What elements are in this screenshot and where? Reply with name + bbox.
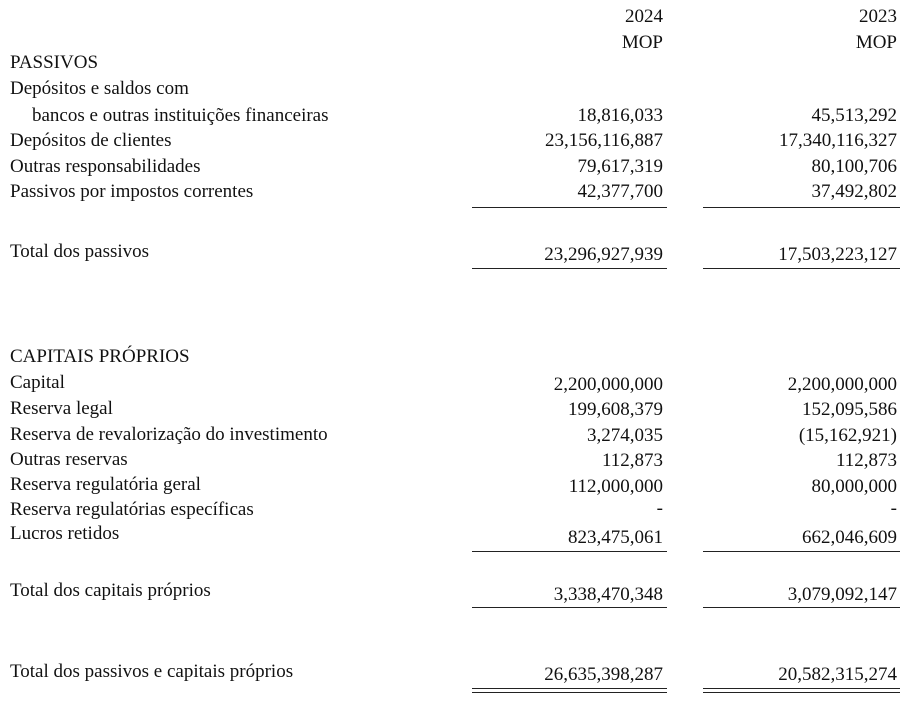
row-label: Depósitos de clientes <box>10 130 172 151</box>
total-label: Total dos passivos <box>10 241 150 262</box>
value-2024: 199,608,379 <box>568 399 663 420</box>
value-2024: - <box>656 498 663 519</box>
row-label: Outras reservas <box>10 449 128 470</box>
total-rule <box>472 607 667 608</box>
value-2024: 2,200,000,000 <box>553 374 663 395</box>
value-2024: 3,274,035 <box>587 425 663 446</box>
section-heading-liabilities: PASSIVOS <box>10 52 99 73</box>
value-2023: 152,095,586 <box>802 399 897 420</box>
value-2024: 18,816,033 <box>577 105 663 126</box>
subtotal-rule <box>703 207 900 208</box>
value-2024: 23,156,116,887 <box>544 130 663 151</box>
total-value-2023: 3,079,092,147 <box>787 584 897 605</box>
grand-total-value-2024: 26,635,398,287 <box>544 664 663 685</box>
row-label: Reserva legal <box>10 398 113 419</box>
row-label: Capital <box>10 372 65 393</box>
value-2023: - <box>890 498 897 519</box>
row-label: bancos e outras instituições financeiras <box>32 105 329 126</box>
total-rule <box>703 607 900 608</box>
total-value-2024: 3,338,470,348 <box>553 584 663 605</box>
row-label: Reserva regulatórias específicas <box>10 499 254 520</box>
value-2023: 80,100,706 <box>811 156 897 177</box>
value-2023: 45,513,292 <box>811 105 897 126</box>
value-2024: 112,000,000 <box>568 476 663 497</box>
column-currency-2023: MOP <box>855 32 897 53</box>
value-2023: (15,162,921) <box>798 425 897 446</box>
total-rule <box>703 268 900 269</box>
double-rule-top <box>472 688 667 689</box>
subtotal-rule <box>472 551 667 552</box>
total-value-2024: 23,296,927,939 <box>544 244 663 265</box>
section-heading-equity: CAPITAIS PRÓPRIOS <box>10 346 190 367</box>
value-2023: 80,000,000 <box>811 476 897 497</box>
value-2024: 112,873 <box>601 450 663 471</box>
value-2023: 112,873 <box>835 450 897 471</box>
double-rule-bottom <box>703 692 900 693</box>
value-2024: 823,475,061 <box>568 527 663 548</box>
value-2023: 2,200,000,000 <box>787 374 897 395</box>
double-rule-top <box>703 688 900 689</box>
row-label: Reserva de revalorização do investimento <box>10 424 328 445</box>
value-2024: 42,377,700 <box>577 181 663 202</box>
column-year-2023: 2023 <box>859 6 897 27</box>
subtotal-rule <box>472 207 667 208</box>
grand-total-label: Total dos passivos e capitais próprios <box>10 661 294 682</box>
value-2023: 662,046,609 <box>802 527 897 548</box>
total-rule <box>472 268 667 269</box>
value-2024: 79,617,319 <box>577 156 663 177</box>
row-label: Lucros retidos <box>10 523 120 544</box>
subtotal-rule <box>703 551 900 552</box>
column-year-2024: 2024 <box>625 6 663 27</box>
total-value-2023: 17,503,223,127 <box>778 244 897 265</box>
column-currency-2024: MOP <box>621 32 663 53</box>
grand-total-value-2023: 20,582,315,274 <box>778 664 897 685</box>
value-2023: 37,492,802 <box>811 181 897 202</box>
value-2023: 17,340,116,327 <box>778 130 897 151</box>
total-label: Total dos capitais próprios <box>10 580 211 601</box>
row-label: Outras responsabilidades <box>10 156 201 177</box>
double-rule-bottom <box>472 692 667 693</box>
row-label: Reserva regulatória geral <box>10 474 201 495</box>
row-label: Depósitos e saldos com <box>10 78 189 99</box>
row-label: Passivos por impostos correntes <box>10 181 254 202</box>
